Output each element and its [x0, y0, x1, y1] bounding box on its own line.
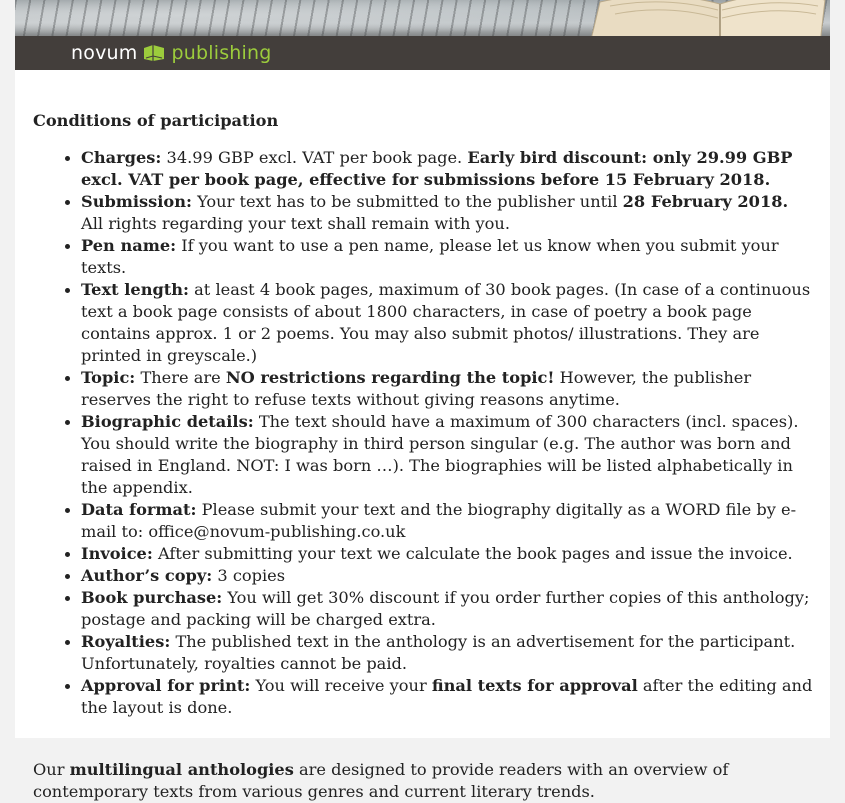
- condition-text: There are: [135, 368, 226, 387]
- condition-label: Invoice:: [81, 544, 153, 563]
- condition-emphasis: Early bird discount: only 29.99 GBP excl. VAT per book page, effective for submissions before 15 February 2018.: [81, 148, 793, 189]
- page: [15, 0, 830, 801]
- condition-text: Please submit your text and the biography digitally as a WORD file by e-mail to: office@novum-publishing.co.uk: [81, 500, 797, 541]
- condition-label: Submission:: [81, 192, 192, 211]
- brand-name-novum: novum: [71, 42, 138, 64]
- brand-logo[interactable]: [71, 40, 272, 66]
- condition-text: after the editing and the layout is done.: [81, 676, 813, 717]
- condition-item: [81, 499, 813, 543]
- brand-name-publishing: publishing: [171, 42, 272, 64]
- condition-text: 34.99 GBP excl. VAT per book page.: [161, 148, 468, 167]
- condition-label: Topic:: [81, 368, 136, 387]
- condition-item: [81, 235, 813, 279]
- condition-item: [81, 191, 813, 235]
- closing-prefix: Our: [33, 760, 70, 779]
- condition-text: Your text has to be submitted to the publisher until: [191, 192, 623, 211]
- condition-label: Text length:: [81, 280, 190, 299]
- condition-label: Data format:: [81, 500, 197, 519]
- condition-item: [81, 675, 813, 719]
- condition-item: [81, 411, 813, 499]
- condition-emphasis: 28 February 2018.: [622, 192, 789, 211]
- condition-emphasis: NO restrictions regarding the topic!: [225, 368, 555, 387]
- condition-label: Book purchase:: [81, 588, 223, 607]
- condition-label: Royalties:: [81, 632, 171, 651]
- condition-item: [81, 565, 813, 587]
- closing-bold: multilingual anthologies: [69, 760, 294, 779]
- condition-text: The published text in the anthology is an advertisement for the participant. Unfortunately, royalties cannot be paid.: [81, 632, 796, 673]
- condition-emphasis: final texts for approval: [431, 676, 638, 695]
- condition-label: Biographic details:: [81, 412, 254, 431]
- condition-text: However, the publisher reserves the right to refuse texts without giving reasons anytime.: [81, 368, 752, 409]
- condition-item: [81, 587, 813, 631]
- condition-item: [81, 367, 813, 411]
- condition-text: If you want to use a pen name, please let us know when you submit your texts.: [81, 236, 779, 277]
- main-content: [33, 110, 813, 803]
- conditions-heading: Conditions of participation: [33, 111, 279, 130]
- condition-item: [81, 543, 813, 565]
- condition-item: [81, 147, 813, 191]
- condition-label: Approval for print:: [81, 676, 251, 695]
- header-banner: [15, 0, 830, 70]
- closing-suffix: are designed to provide readers with an overview of contemporary texts from various genres and current literary trends.: [33, 760, 729, 801]
- condition-label: Author’s copy:: [81, 566, 213, 585]
- condition-text: at least 4 book pages, maximum of 30 book pages. (In case of a continuous text a book page consists of about 1800 characters, in case of poetry a book page contains approx. 1 or 2 poems. You may also submit photos/ illustrations. They are printed in greyscale.): [81, 280, 811, 365]
- logo-book-icon: [143, 44, 165, 62]
- condition-item: [81, 279, 813, 367]
- condition-text: The text should have a maximum of 300 characters (incl. spaces). You should write the biography in third person singular (e.g. The author was born and raised in England. NOT: I was born …). The biographies will be listed alphabetically in the appendix.: [81, 412, 799, 497]
- condition-text: 3 copies: [212, 566, 286, 585]
- condition-text: After submitting your text we calculate the book pages and issue the invoice.: [152, 544, 793, 563]
- conditions-list: [33, 147, 813, 719]
- condition-item: [81, 631, 813, 675]
- condition-text: All rights regarding your text shall remain with you.: [81, 214, 510, 233]
- condition-label: Charges:: [81, 148, 162, 167]
- closing-paragraph: [33, 759, 813, 803]
- condition-label: Pen name:: [81, 236, 177, 255]
- condition-text: You will get 30% discount if you order further copies of this anthology; postage and packing will be charged extra.: [81, 588, 810, 629]
- condition-text: You will receive your: [250, 676, 432, 695]
